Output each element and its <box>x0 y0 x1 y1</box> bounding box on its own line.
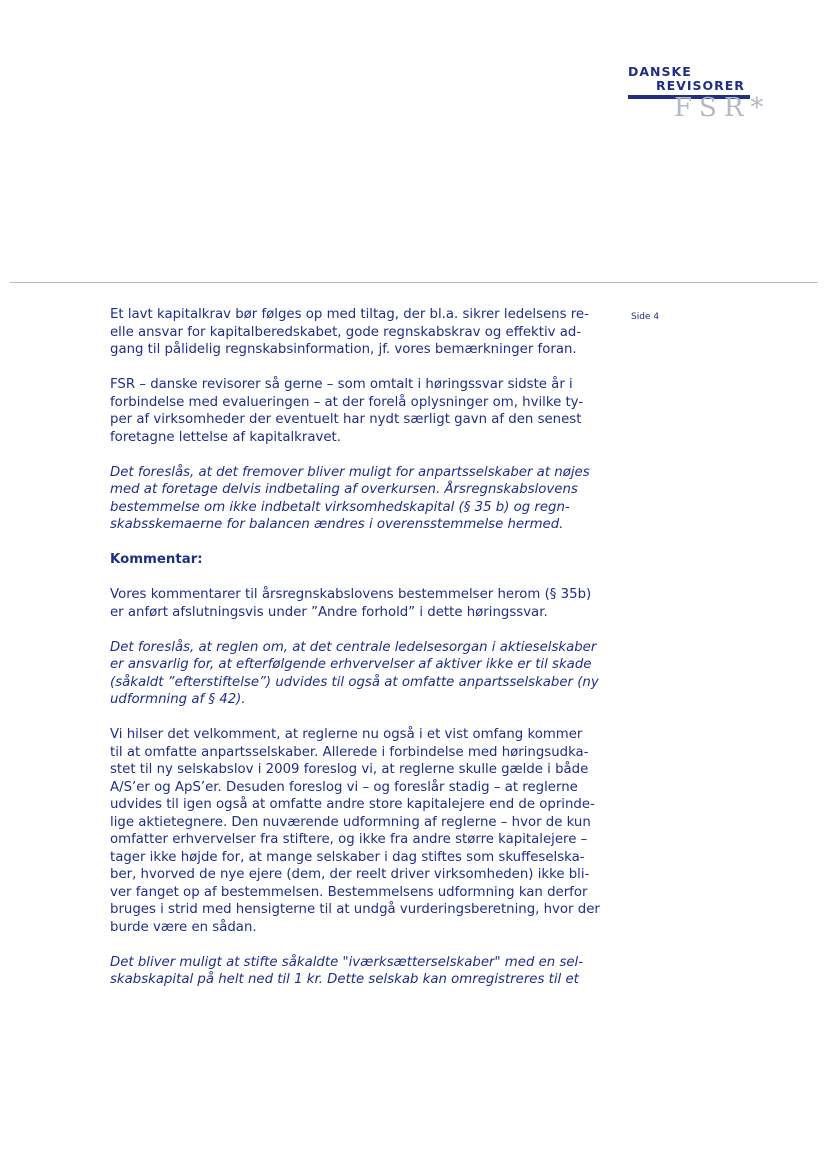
paragraph-gap <box>110 709 600 727</box>
text-line: Kommentar: <box>110 552 203 567</box>
text-line: forbindelse med evalueringen – at der forelå oplysninger om, hvilke ty- <box>110 394 584 410</box>
text-line: skabsskemaerne for balancen ændres i overensstemmelse hermed. <box>110 517 564 532</box>
paragraph-gap <box>110 621 600 639</box>
text-line: (såkaldt ”efterstiftelse”) udvides til også at omfatte anpartsselskaber (ny <box>110 674 599 690</box>
text-line: skabskapital på helt ned til 1 kr. Dette selskab kan omregistreres til et <box>110 972 579 987</box>
logo-text-danske: DANSKE <box>628 64 692 79</box>
text-line: Det foreslås, at reglen om, at det centrale ledelsesorgan i aktieselskaber <box>110 639 597 655</box>
text-line: A/S’er og ApS’er. Desuden foreslog vi – og foreslår stadig – at reglerne <box>110 779 578 795</box>
paragraph <box>110 464 600 534</box>
paragraph-gap <box>110 446 600 464</box>
text-line: ver fanget op af bestemmelsen. Bestemmelsens udformning kan derfor <box>110 884 588 900</box>
paragraph-gap <box>110 569 600 587</box>
text-line: udvides til igen også at omfatte andre store kapitalejere end de oprinde- <box>110 797 595 812</box>
text-line: bestemmelse om ikke indbetalt virksomhedskapital (§ 35 b) og regn- <box>110 499 570 515</box>
text-line: Et lavt kapitalkrav bør følges op med tiltag, der bl.a. sikrer ledelsens re- <box>110 307 589 322</box>
text-line: foretagne lettelse af kapitalkravet. <box>110 429 341 445</box>
text-line: FSR – danske revisorer så gerne – som omtalt i høringssvar sidste år i <box>110 377 573 392</box>
logo-text-revisorer: REVISORER <box>656 78 745 93</box>
text-line: med at foretage delvis indbetaling af overkursen. Årsregnskabslovens <box>110 482 578 497</box>
text-line: til at omfatte anpartsselskaber. Allerede i forbindelse med høringsudka- <box>110 744 589 760</box>
paragraph-gap <box>110 359 600 377</box>
text-line: omfatter erhvervelser fra stiftere, og ikke fra andre større kapitalejere – <box>110 832 588 847</box>
paragraph <box>110 376 600 446</box>
text-line: Det foreslås, at det fremover bliver muligt for anpartsselskaber at nøjes <box>110 464 590 480</box>
paragraph-gap <box>110 534 600 552</box>
paragraph <box>110 586 600 621</box>
paragraph <box>110 954 600 989</box>
text-line: gang til pålidelig regnskabsinformation, jf. vores bemærkninger foran. <box>110 342 577 357</box>
text-line: Vi hilser det velkomment, at reglerne nu også i et vist omfang kommer <box>110 727 583 742</box>
text-line: burde være en sådan. <box>110 919 257 935</box>
text-line: bruges i strid med hensigterne til at undgå vurderingsberetning, hvor der <box>110 902 600 917</box>
text-line: udformning af § 42). <box>110 692 246 707</box>
text-line: elle ansvar for kapitalberedskabet, gode regnskabskrav og effektiv ad- <box>110 324 582 340</box>
text-line: Det bliver muligt at stifte såkaldte "iværksætterselskaber" med en sel- <box>110 954 584 970</box>
text-line: er anført afslutningsvis under ”Andre forhold” i dette høringssvar. <box>110 604 548 620</box>
paragraph-gap <box>110 936 600 954</box>
page-number: Side 4 <box>631 312 660 322</box>
paragraph <box>110 639 600 709</box>
text-line: er ansvarlig for, at efterfølgende erhvervelser af aktiver ikke er til skade <box>110 657 592 672</box>
header-divider <box>10 282 818 283</box>
text-line: tager ikke højde for, at mange selskaber i dag stiftes som skuffeselska- <box>110 849 585 865</box>
section-heading <box>110 551 600 569</box>
text-line: lige aktietegnere. Den nuværende udformning af reglerne – hvor de kun <box>110 814 591 830</box>
fsr-logo <box>626 64 771 128</box>
text-line: Vores kommentarer til årsregnskabslovens bestemmelser herom (§ 35b) <box>110 587 592 602</box>
text-line: ber, hvorved de nye ejere (dem, der reelt driver virksomheden) ikke bli- <box>110 867 590 882</box>
logo-fsr-mark: FSR* <box>674 93 771 123</box>
text-line: stet til ny selskabslov i 2009 foreslog vi, at reglerne skulle gælde i både <box>110 762 589 777</box>
paragraph <box>110 726 600 936</box>
paragraph <box>110 306 600 359</box>
document-body <box>110 306 600 989</box>
text-line: per af virksomheder der eventuelt har nydt særligt gavn af den senest <box>110 412 582 427</box>
